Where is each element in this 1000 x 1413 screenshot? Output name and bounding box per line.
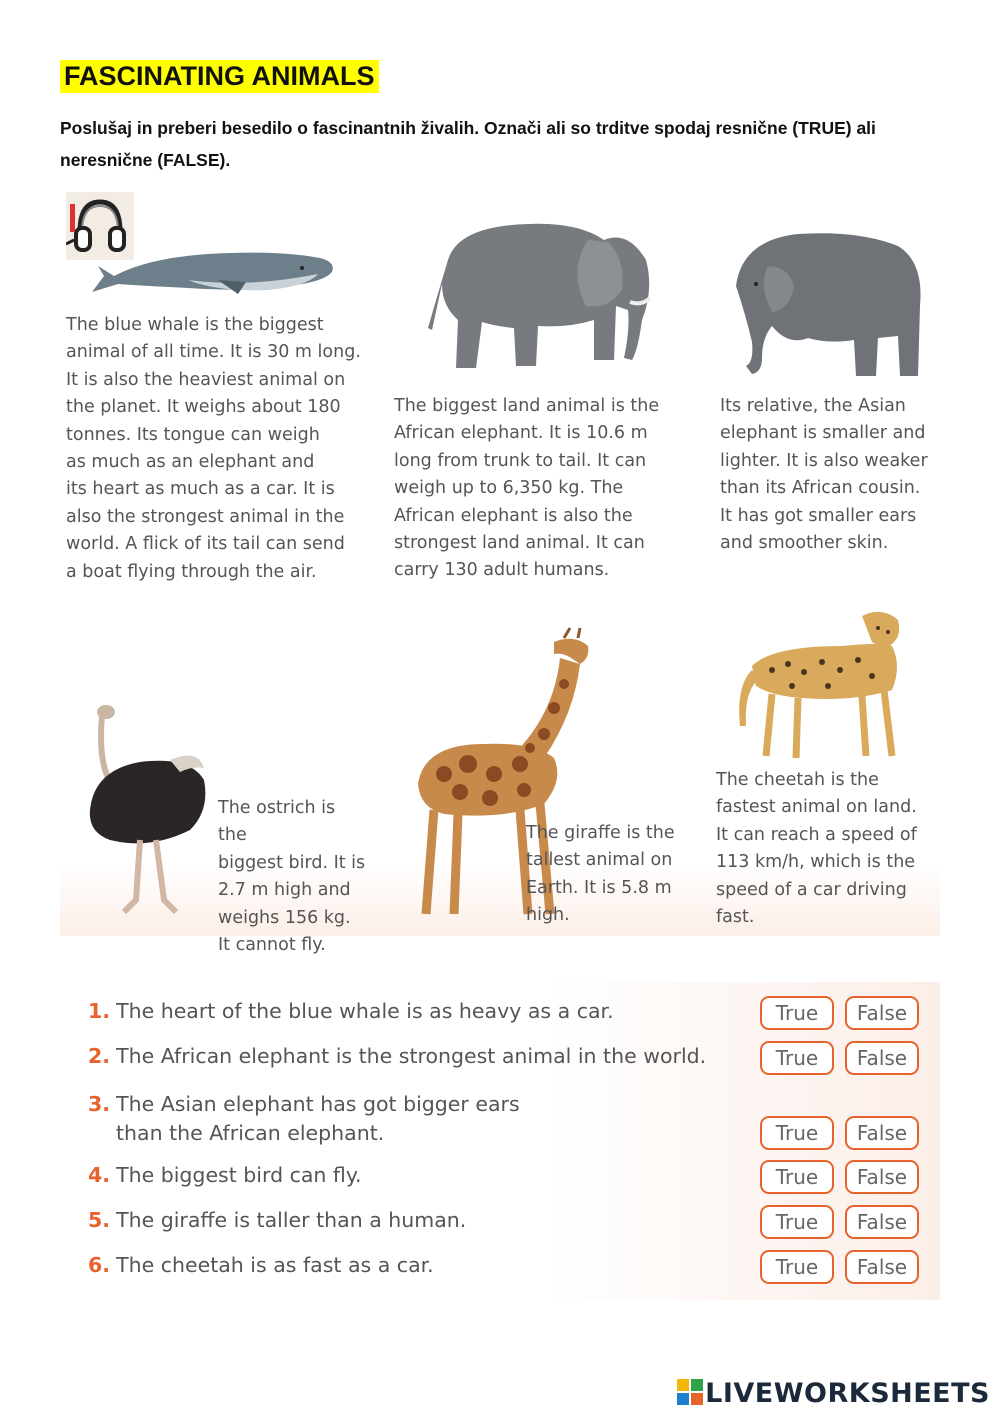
q1-false-button[interactable]: False bbox=[845, 996, 919, 1030]
ostrich-line: biggest bird. It is bbox=[218, 852, 366, 873]
question-text: The cheetah is as fast as a car. bbox=[116, 1253, 434, 1277]
cheetah-image bbox=[732, 606, 932, 766]
african-elephant-line: long from trunk to tail. It can bbox=[394, 450, 647, 471]
q3-true-button[interactable]: True bbox=[760, 1116, 834, 1150]
cheetah-line: The cheetah is the bbox=[716, 770, 879, 790]
ostrich-image bbox=[80, 700, 210, 920]
question-text: The African elephant is the strongest animal in the world. bbox=[116, 1044, 707, 1068]
question-number: 3. bbox=[88, 1092, 111, 1116]
african-elephant-line: African elephant is also the bbox=[394, 505, 633, 526]
cheetah-line: It can reach a speed of bbox=[716, 824, 917, 845]
ostrich-line: weighs 156 kg. bbox=[218, 907, 351, 928]
question-text: The heart of the blue whale is as heavy as a car. bbox=[116, 999, 614, 1023]
asian-elephant-text bbox=[720, 393, 932, 557]
q2-true-button[interactable]: True bbox=[760, 1041, 834, 1075]
giraffe-text bbox=[526, 820, 682, 930]
q5-false-button[interactable]: False bbox=[845, 1205, 919, 1239]
cheetah-text bbox=[716, 767, 926, 931]
question-6 bbox=[88, 1253, 434, 1277]
whale-line: The blue whale is the biggest bbox=[66, 315, 324, 335]
question-text: The Asian elephant has got bigger ears bbox=[116, 1092, 520, 1116]
giraffe-line: The giraffe is the bbox=[526, 823, 675, 843]
question-text-continued: than the African elephant. bbox=[116, 1121, 385, 1145]
african-elephant-image bbox=[418, 210, 668, 376]
african-elephant-line: strongest land animal. It can bbox=[394, 533, 645, 554]
ostrich-line: 2.7 m high and bbox=[218, 880, 351, 901]
question-number: 6. bbox=[88, 1253, 111, 1277]
african-elephant-line: The biggest land animal is the bbox=[394, 396, 660, 416]
asian-elephant-line: Its relative, the Asian bbox=[720, 396, 906, 416]
whale-line: animal of all time. It is 30 m long. bbox=[66, 342, 361, 363]
whale-line: tonnes. Its tongue can weigh bbox=[66, 424, 320, 445]
asian-elephant-line: and smoother skin. bbox=[720, 533, 889, 554]
cheetah-line: fastest animal on land. bbox=[716, 797, 917, 818]
giraffe-line: Earth. It is 5.8 m bbox=[526, 877, 672, 898]
whale-line: as much as an elephant and bbox=[66, 452, 315, 473]
asian-elephant-line: elephant is smaller and bbox=[720, 423, 926, 444]
ostrich-line: The ostrich is the bbox=[218, 798, 336, 846]
question-2 bbox=[88, 1044, 706, 1068]
q4-false-button[interactable]: False bbox=[845, 1160, 919, 1194]
question-number: 4. bbox=[88, 1163, 111, 1187]
blue-whale-image bbox=[88, 236, 338, 300]
question-text: The biggest bird can fly. bbox=[116, 1163, 362, 1187]
asian-elephant-image bbox=[728, 226, 928, 382]
whale-line: also the strongest animal in the bbox=[66, 506, 345, 527]
question-number: 5. bbox=[88, 1208, 111, 1232]
giraffe-line: high. bbox=[526, 905, 570, 926]
question-4 bbox=[88, 1163, 362, 1187]
cheetah-line: speed of a car driving bbox=[716, 879, 907, 900]
asian-elephant-line: It has got smaller ears bbox=[720, 505, 917, 526]
instructions: Poslušaj in preberi besedilo o fascinantnih živalih. Označi ali so trditve spodaj resnične (TRUE) ali neresnične (FALSE). bbox=[60, 118, 876, 170]
african-elephant-line: weigh up to 6,350 kg. The bbox=[394, 478, 624, 499]
african-elephant-text bbox=[394, 393, 676, 585]
cheetah-line: fast. bbox=[716, 907, 755, 928]
q2-false-button[interactable]: False bbox=[845, 1041, 919, 1075]
q1-true-button[interactable]: True bbox=[760, 996, 834, 1030]
whale-line: its heart as much as a car. It is bbox=[66, 479, 335, 500]
whale-line: world. A flick of its tail can send bbox=[66, 534, 345, 555]
african-elephant-line: carry 130 adult humans. bbox=[394, 560, 610, 581]
liveworksheets-brand[interactable] bbox=[677, 1378, 990, 1409]
ostrich-line: It cannot fly. bbox=[218, 935, 326, 956]
q4-true-button[interactable]: True bbox=[760, 1160, 834, 1194]
question-text: The giraffe is taller than a human. bbox=[116, 1208, 467, 1232]
q6-false-button[interactable]: False bbox=[845, 1250, 919, 1284]
question-number: 1. bbox=[88, 999, 111, 1023]
whale-line: the planet. It weighs about 180 bbox=[66, 397, 341, 418]
whale-line: It is also the heaviest animal on bbox=[66, 369, 346, 390]
page-title: FASCINATING ANIMALS bbox=[60, 60, 379, 93]
giraffe-line: tallest animal on bbox=[526, 850, 673, 871]
question-1 bbox=[88, 999, 614, 1023]
brand-name: LIVEWORKSHEETS bbox=[705, 1378, 990, 1409]
q3-false-button[interactable]: False bbox=[845, 1116, 919, 1150]
question-3 bbox=[88, 1090, 520, 1148]
whale-text bbox=[66, 312, 364, 586]
question-number: 2. bbox=[88, 1044, 111, 1068]
asian-elephant-line: than its African cousin. bbox=[720, 478, 921, 499]
african-elephant-line: African elephant. It is 10.6 m bbox=[394, 423, 648, 444]
q5-true-button[interactable]: True bbox=[760, 1205, 834, 1239]
whale-line: a boat flying through the air. bbox=[66, 561, 317, 582]
liveworksheets-logo-icon bbox=[677, 1379, 703, 1405]
question-5 bbox=[88, 1208, 466, 1232]
q6-true-button[interactable]: True bbox=[760, 1250, 834, 1284]
asian-elephant-line: lighter. It is also weaker bbox=[720, 450, 928, 471]
ostrich-text bbox=[218, 795, 368, 959]
cheetah-line: 113 km/h, which is the bbox=[716, 852, 916, 873]
